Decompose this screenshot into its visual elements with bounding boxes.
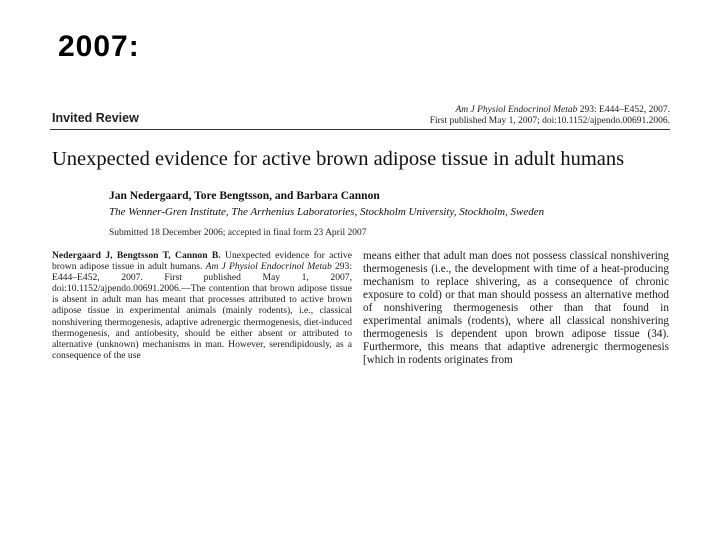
citation-header (430, 105, 670, 127)
citation-line-2: First published May 1, 2007; doi:10.1152/ajpendo.00691.2006. (429, 116, 670, 126)
submission-dates: Submitted 18 December 2006; accepted in final form 23 April 2007 (109, 228, 367, 238)
paper-title: Unexpected evidence for active brown adipose tissue in adult humans (52, 148, 625, 170)
section-label: Invited Review (52, 111, 139, 125)
paper-authors: Jan Nedergaard, Tore Bengtsson, and Barbara Cannon (109, 190, 380, 202)
abstract-body: 293: E444–E452, 2007. First published May 1, 2007, doi:10.1152/ajpendo.00691.2006.—The contention that brown adipose tissue is absent in adult man has meant that processes attributed to active brown adipose tissue in experimental animals (mainly rodents), i.e., classical nonshivering thermogenesis, adaptive adrenergic thermogenesis, diet-induced thermogenesis, and antiobesity, should be either absent or attributed to alternative (unknown) mechanisms in man. However, serendipidously, as a consequence of the use (52, 261, 353, 361)
slide-title: 2007: (58, 30, 140, 63)
paper-affiliation: The Wenner-Gren Institute, The Arrhenius Laboratories, Stockholm University, Stockholm, Sweden (109, 206, 545, 218)
abstract-column (52, 250, 352, 361)
abstract-cite-authors: Nedergaard J, Bengtsson T, Cannon B. (52, 250, 221, 261)
header-divider (50, 129, 670, 130)
citation-volume: 293: E444–E452, 2007. (577, 105, 670, 115)
abstract-cite-title: Unexpected evidence for active brown adipose tissue in adult humans. (52, 250, 352, 273)
body-column: means either that adult man does not possess classical nonshivering thermogenesis (i.e., the development with time of a heat-producing mechanism to replace shivering, as a consequence of chronic exposure to cold) or that man should possess an alternative method of nonshivering thermogenesis other than that found in experimental animals (rodents), where all classical nonshivering thermogenesis is dependent upon brown adipose tissue (34). Furthermore, this means that adaptive adrenergic thermogenesis [which in rodents originates from (363, 250, 669, 366)
paper-excerpt (50, 100, 670, 380)
citation-line-1 (430, 105, 670, 116)
abstract-cite-journal: Am J Physiol Endocrinol Metab (205, 261, 332, 273)
journal-name: Am J Physiol Endocrinol Metab (455, 105, 578, 115)
